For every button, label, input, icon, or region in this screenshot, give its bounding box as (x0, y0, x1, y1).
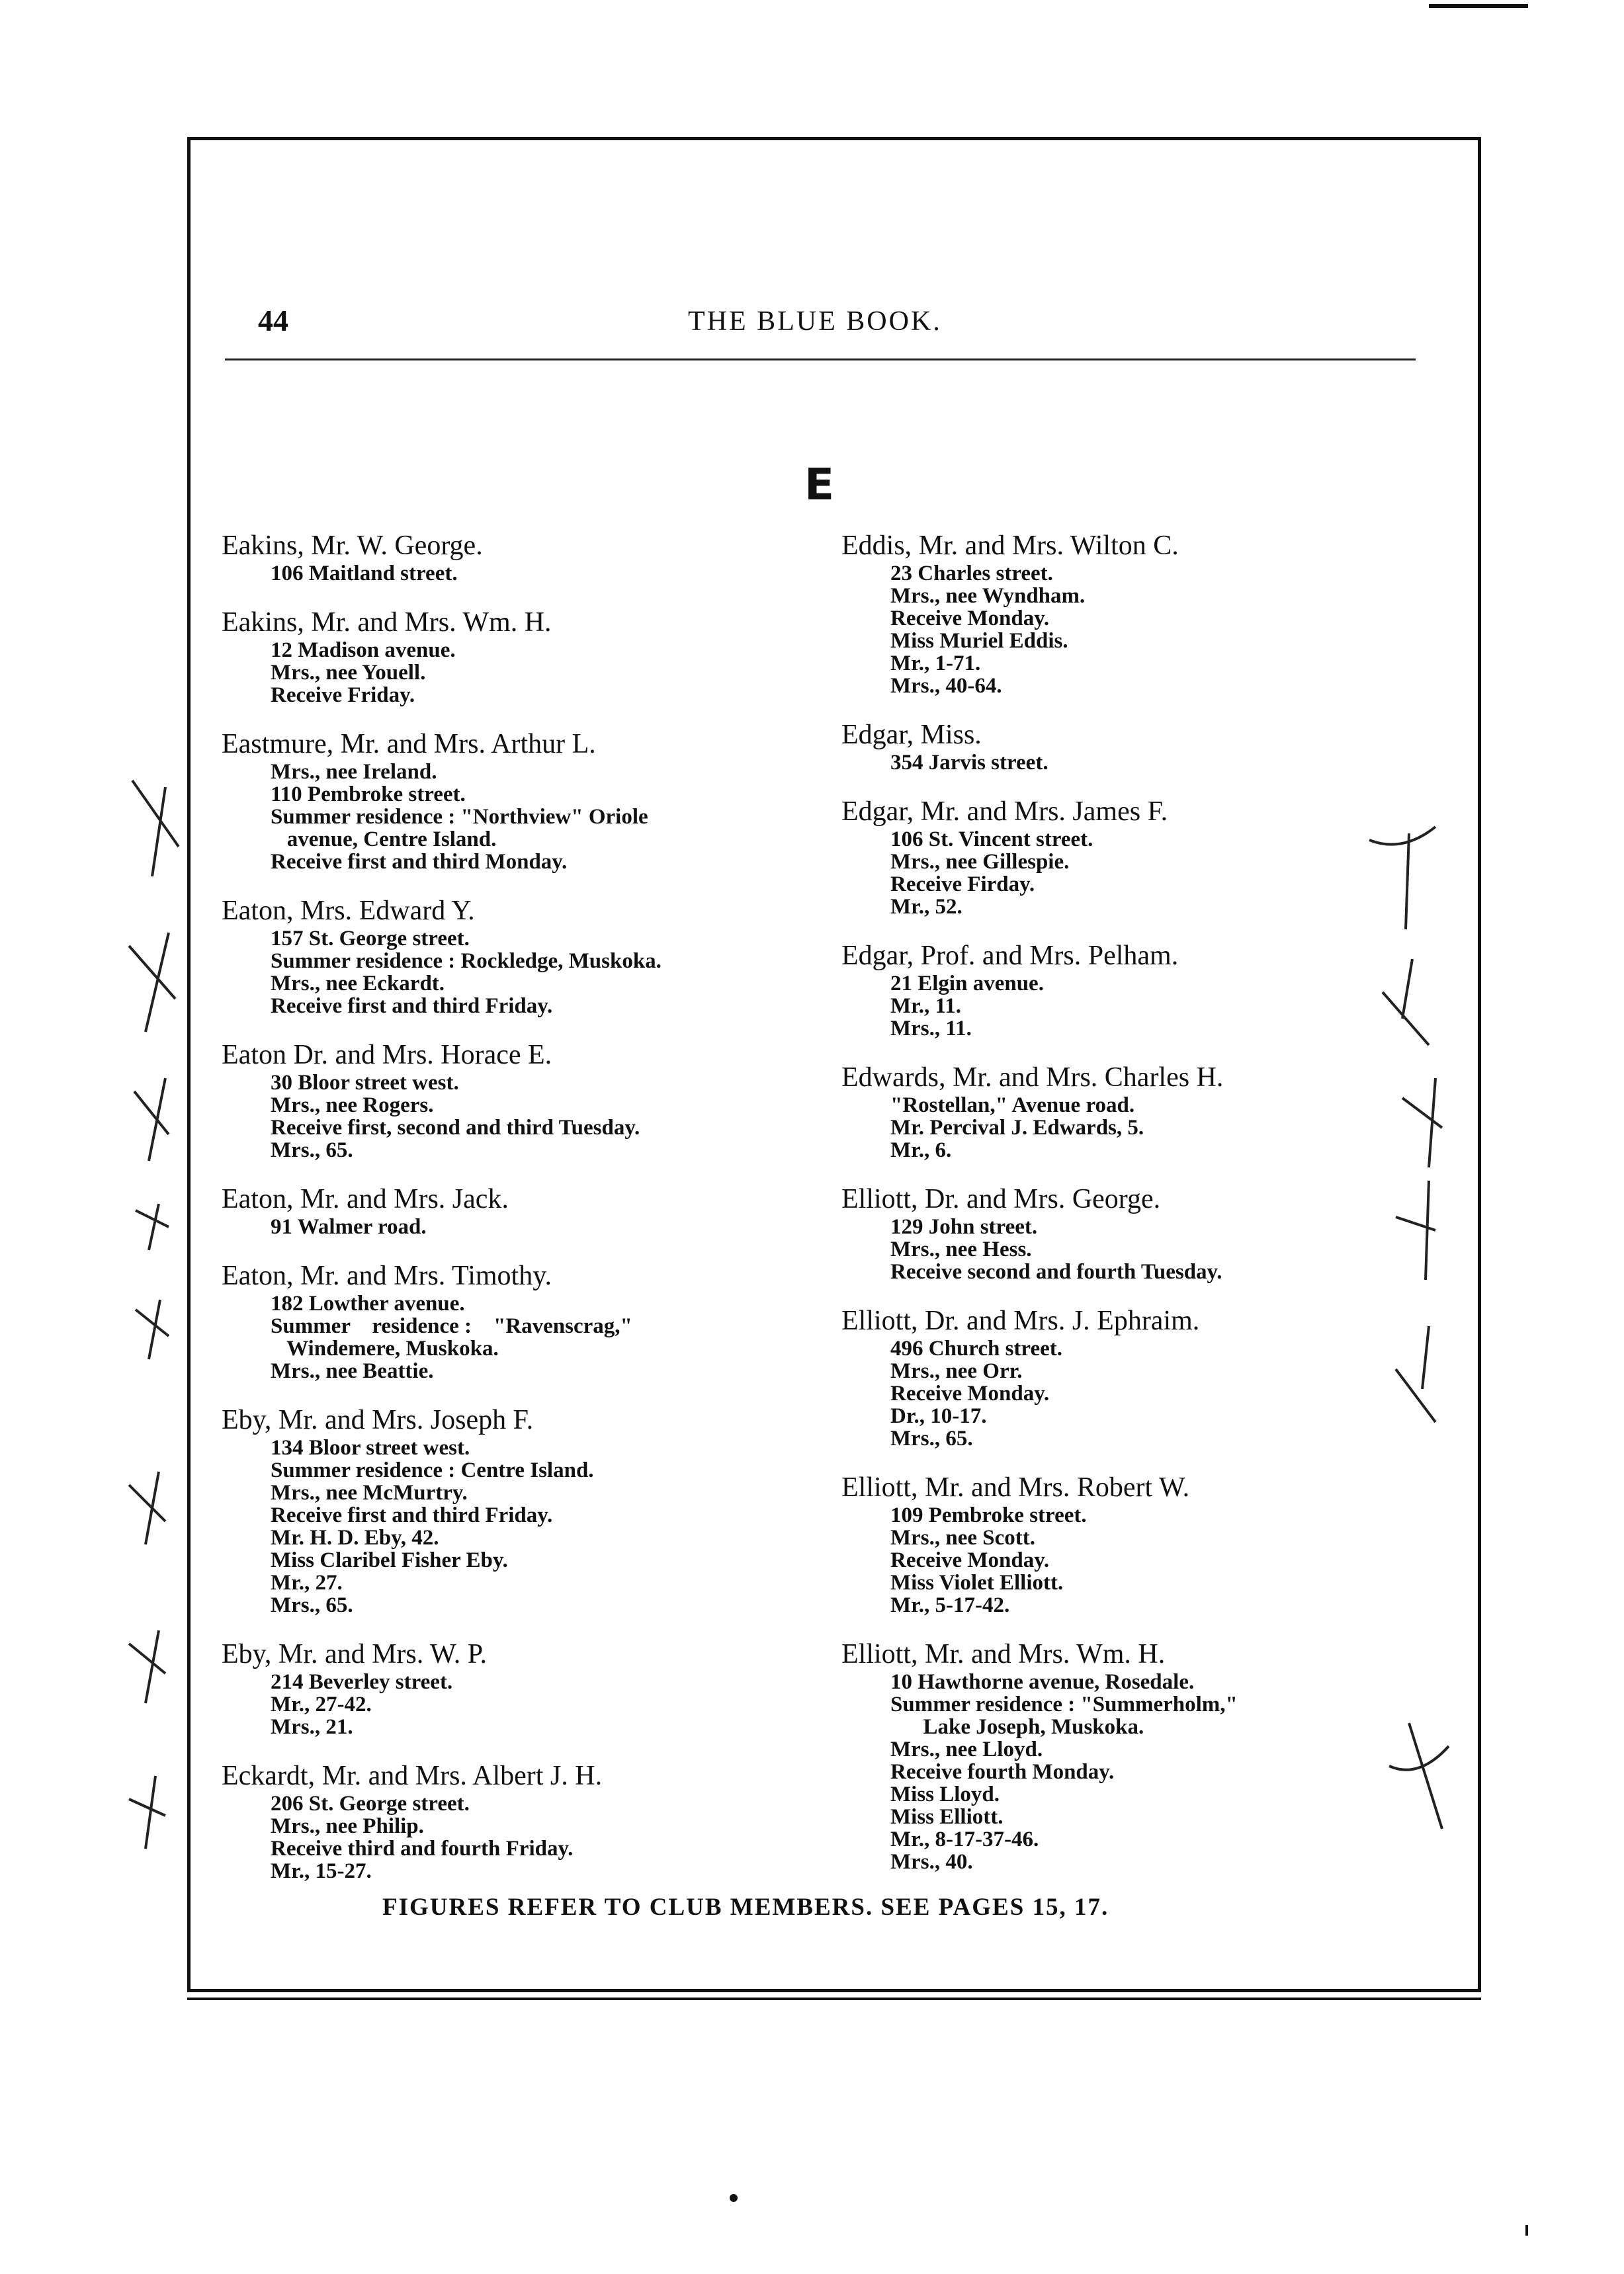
page-number: 44 (258, 304, 288, 337)
header-rule (225, 358, 1416, 360)
entry-name: Elliott, Mr. and Mrs. Robert W. (841, 1472, 1190, 1503)
entry-detail-line: Miss Claribel Fisher Eby. (271, 1548, 508, 1572)
pencil-cross-mark-icon (1376, 952, 1435, 1052)
entry-detail-line: Receive fourth Monday. (890, 1760, 1115, 1784)
entry-detail-line: 354 Jarvis street. (890, 751, 1048, 775)
directory-entry (841, 529, 1450, 697)
top-edge-mark (1429, 4, 1528, 8)
pencil-cross-mark-icon (126, 1773, 172, 1852)
entry-detail-line: 109 Pembroke street. (890, 1503, 1087, 1527)
entry-detail-line: Mr., 6. (890, 1138, 952, 1162)
pencil-cross-mark-icon (1383, 1720, 1455, 1832)
entry-detail-line: Mrs., nee Beattie. (271, 1359, 434, 1383)
entry-detail-line: Mrs., 11. (890, 1017, 972, 1040)
entry-name: Elliott, Dr. and Mrs. George. (841, 1184, 1161, 1214)
pencil-cross-mark-icon (1389, 1177, 1442, 1283)
running-title: THE BLUE BOOK. (688, 306, 942, 337)
entry-detail-line: Mrs., nee Orr. (890, 1359, 1023, 1383)
directory-entry (841, 1471, 1450, 1617)
entry-name: Eaton Dr. and Mrs. Horace E. (222, 1040, 552, 1070)
entry-detail-line: Miss Elliott. (890, 1805, 1004, 1829)
pencil-cross-mark-icon (122, 926, 182, 1038)
pencil-cross-mark-icon (126, 1627, 172, 1706)
entry-detail-line: Receive Friday. (271, 683, 415, 707)
entry-detail-line: 30 Bloor street west. (271, 1071, 459, 1095)
entry-detail-line: Receive first and third Monday. (271, 850, 568, 874)
entry-detail-line: Mrs., nee Gillespie. (890, 850, 1070, 874)
entry-detail-line: Receive first and third Friday. (271, 1503, 553, 1527)
directory-entry (222, 1638, 830, 1738)
entry-detail-line: Mr. Percival J. Edwards, 5. (890, 1116, 1144, 1140)
entry-detail-line: Miss Muriel Eddis. (890, 629, 1068, 653)
entry-detail-line: Receive Firday. (890, 872, 1035, 896)
footer-note: FIGURES REFER TO CLUB MEMBERS. SEE PAGES 15, 17. (382, 1894, 1109, 1921)
entry-detail-line: Mrs., nee Eckardt. (271, 972, 445, 995)
entry-detail-line: Summer residence : "Ravenscrag," (271, 1314, 632, 1338)
entry-detail-line: Mr., 15-27. (271, 1859, 372, 1883)
entry-detail-line: Receive Monday. (890, 1382, 1050, 1406)
pencil-check-mark-icon (1389, 1323, 1442, 1429)
entry-name: Edgar, Miss. (841, 720, 982, 750)
entry-detail-line: 134 Bloor street west. (271, 1436, 470, 1460)
entry-detail-line: Mrs., nee Hess. (890, 1238, 1032, 1261)
directory-entry (222, 529, 830, 585)
entry-name: Eddis, Mr. and Mrs. Wilton C. (841, 530, 1179, 561)
entry-detail-line: 21 Elgin avenue. (890, 972, 1044, 995)
page-dot-mark (730, 2194, 738, 2202)
entry-detail-line: 106 Maitland street. (271, 562, 458, 585)
entry-detail-line: Miss Violet Elliott. (890, 1571, 1064, 1595)
pencil-cross-mark-icon (129, 1072, 175, 1164)
entry-name: Eby, Mr. and Mrs. Joseph F. (222, 1405, 534, 1435)
entry-name: Eckardt, Mr. and Mrs. Albert J. H. (222, 1761, 603, 1791)
entry-detail-line: Mrs., nee McMurtry. (271, 1481, 468, 1505)
entry-detail-line: Receive third and fourth Friday. (271, 1837, 574, 1861)
page-border-double-line (187, 1998, 1481, 2000)
entry-detail-line: Mrs., 21. (271, 1715, 353, 1739)
entry-detail-line: Mrs., nee Philip. (271, 1814, 424, 1838)
entry-detail-line: Dr., 10-17. (890, 1404, 987, 1428)
entry-detail-line: Mrs., nee Scott. (890, 1526, 1036, 1550)
entry-detail-line: Summer residence : Centre Island. (271, 1458, 594, 1482)
entry-detail-line: Receive first, second and third Tuesday. (271, 1116, 640, 1140)
pencil-cross-mark-icon (1396, 1072, 1449, 1171)
directory-entry (841, 1061, 1450, 1161)
entry-detail-line: Mr. H. D. Eby, 42. (271, 1526, 439, 1550)
directory-entry (222, 1759, 830, 1882)
entry-detail-line: Mrs., 65. (890, 1427, 973, 1451)
entry-detail-line: Mr., 27. (271, 1571, 343, 1595)
entry-detail-line: "Rostellan," Avenue road. (890, 1093, 1135, 1117)
entry-detail-line: 214 Beverley street. (271, 1670, 453, 1694)
entry-detail-line: 10 Hawthorne avenue, Rosedale. (890, 1670, 1195, 1694)
entry-detail-line: Lake Joseph, Muskoka. (890, 1715, 1144, 1739)
entry-name: Elliott, Dr. and Mrs. J. Ephraim. (841, 1306, 1200, 1336)
entry-detail-line: Receive first and third Friday. (271, 994, 553, 1018)
entry-name: Eaton, Mrs. Edward Y. (222, 896, 475, 926)
directory-entry (841, 1183, 1450, 1283)
entry-name: Eaton, Mr. and Mrs. Timothy. (222, 1261, 552, 1291)
entry-detail-line: 206 St. George street. (271, 1792, 470, 1816)
entry-detail-line: Mr., 11. (890, 994, 961, 1018)
entry-name: Edwards, Mr. and Mrs. Charles H. (841, 1062, 1224, 1093)
entry-detail-line: Summer residence : Rockledge, Muskoka. (271, 949, 662, 973)
entry-detail-line: 496 Church street. (890, 1337, 1063, 1361)
entry-detail-line: Mrs., nee Ireland. (271, 760, 437, 784)
entry-name: Edgar, Mr. and Mrs. James F. (841, 796, 1168, 827)
directory-entry (841, 939, 1450, 1040)
directory-entry (222, 894, 830, 1017)
entry-detail-line: Mrs., 40-64. (890, 674, 1002, 698)
directory-entry (222, 1404, 830, 1617)
entry-detail-line: Mr., 5-17-42. (890, 1593, 1010, 1617)
entry-name: Eby, Mr. and Mrs. W. P. (222, 1639, 487, 1669)
entry-detail-line: 157 St. George street. (271, 927, 470, 950)
entry-name: Eastmure, Mr. and Mrs. Arthur L. (222, 729, 596, 759)
entry-name: Edgar, Prof. and Mrs. Pelham. (841, 941, 1179, 971)
directory-entry (841, 795, 1450, 918)
directory-entry (841, 718, 1450, 774)
entry-detail-line: Mr., 1-71. (890, 652, 981, 675)
entry-name: Eaton, Mr. and Mrs. Jack. (222, 1184, 509, 1214)
entry-detail-line: 12 Madison avenue. (271, 638, 456, 662)
entry-detail-line: Receive Monday. (890, 1548, 1050, 1572)
entry-detail-line: Mr., 27-42. (271, 1693, 372, 1716)
entry-detail-line: Miss Lloyd. (890, 1783, 1000, 1806)
entry-detail-line: Mrs., nee Wyndham. (890, 584, 1086, 608)
entry-name: Eakins, Mr. and Mrs. Wm. H. (222, 607, 552, 638)
entry-detail-line: 110 Pembroke street. (271, 782, 466, 806)
entry-detail-line: Summer residence : "Summerholm," (890, 1693, 1238, 1716)
entry-detail-line: Receive Monday. (890, 607, 1050, 630)
pencil-cross-mark-icon (132, 1200, 172, 1253)
entry-detail-line: Summer residence : "Northview" Oriole (271, 805, 648, 829)
page-tick-mark (1525, 2225, 1528, 2236)
entry-detail-line: Receive second and fourth Tuesday. (890, 1260, 1222, 1284)
entry-detail-line: Mrs., 65. (271, 1593, 353, 1617)
entry-detail-line: Mrs., nee Lloyd. (890, 1738, 1043, 1761)
directory-entry (222, 606, 830, 706)
entry-detail-line: 106 St. Vincent street. (890, 827, 1093, 851)
entry-detail-line: Mr., 8-17-37-46. (890, 1828, 1039, 1851)
entry-detail-line: 129 John street. (890, 1215, 1038, 1239)
entry-detail-line: Mr., 52. (890, 895, 962, 919)
entry-name: Elliott, Mr. and Mrs. Wm. H. (841, 1639, 1166, 1669)
pencil-cross-mark-icon (1363, 814, 1442, 933)
entry-detail-line: Windemere, Muskoka. (271, 1337, 499, 1361)
entry-detail-line: 23 Charles street. (890, 562, 1053, 585)
directory-entry (841, 1638, 1450, 1873)
entry-detail-line: 182 Lowther avenue. (271, 1292, 465, 1316)
entry-name: Eakins, Mr. W. George. (222, 530, 483, 561)
directory-entry (222, 1183, 830, 1238)
section-letter: E (804, 459, 835, 510)
pencil-cross-mark-icon (126, 1468, 172, 1548)
entry-detail-line: Mrs., 40. (890, 1850, 973, 1874)
directory-entry (841, 1304, 1450, 1450)
entry-detail-line: Mrs., nee Youell. (271, 661, 426, 685)
entry-detail-line: Mrs., nee Rogers. (271, 1093, 434, 1117)
pencil-cross-mark-icon (132, 1296, 172, 1363)
directory-entry (222, 1038, 830, 1161)
right-column (841, 529, 1450, 1894)
entry-detail-line: Mrs., 65. (271, 1138, 353, 1162)
left-column (222, 529, 830, 1904)
directory-entry (222, 728, 830, 873)
pencil-cross-mark-icon (126, 767, 185, 880)
entry-detail-line: 91 Walmer road. (271, 1215, 427, 1239)
directory-entry (222, 1259, 830, 1382)
entry-detail-line: avenue, Centre Island. (271, 827, 497, 851)
